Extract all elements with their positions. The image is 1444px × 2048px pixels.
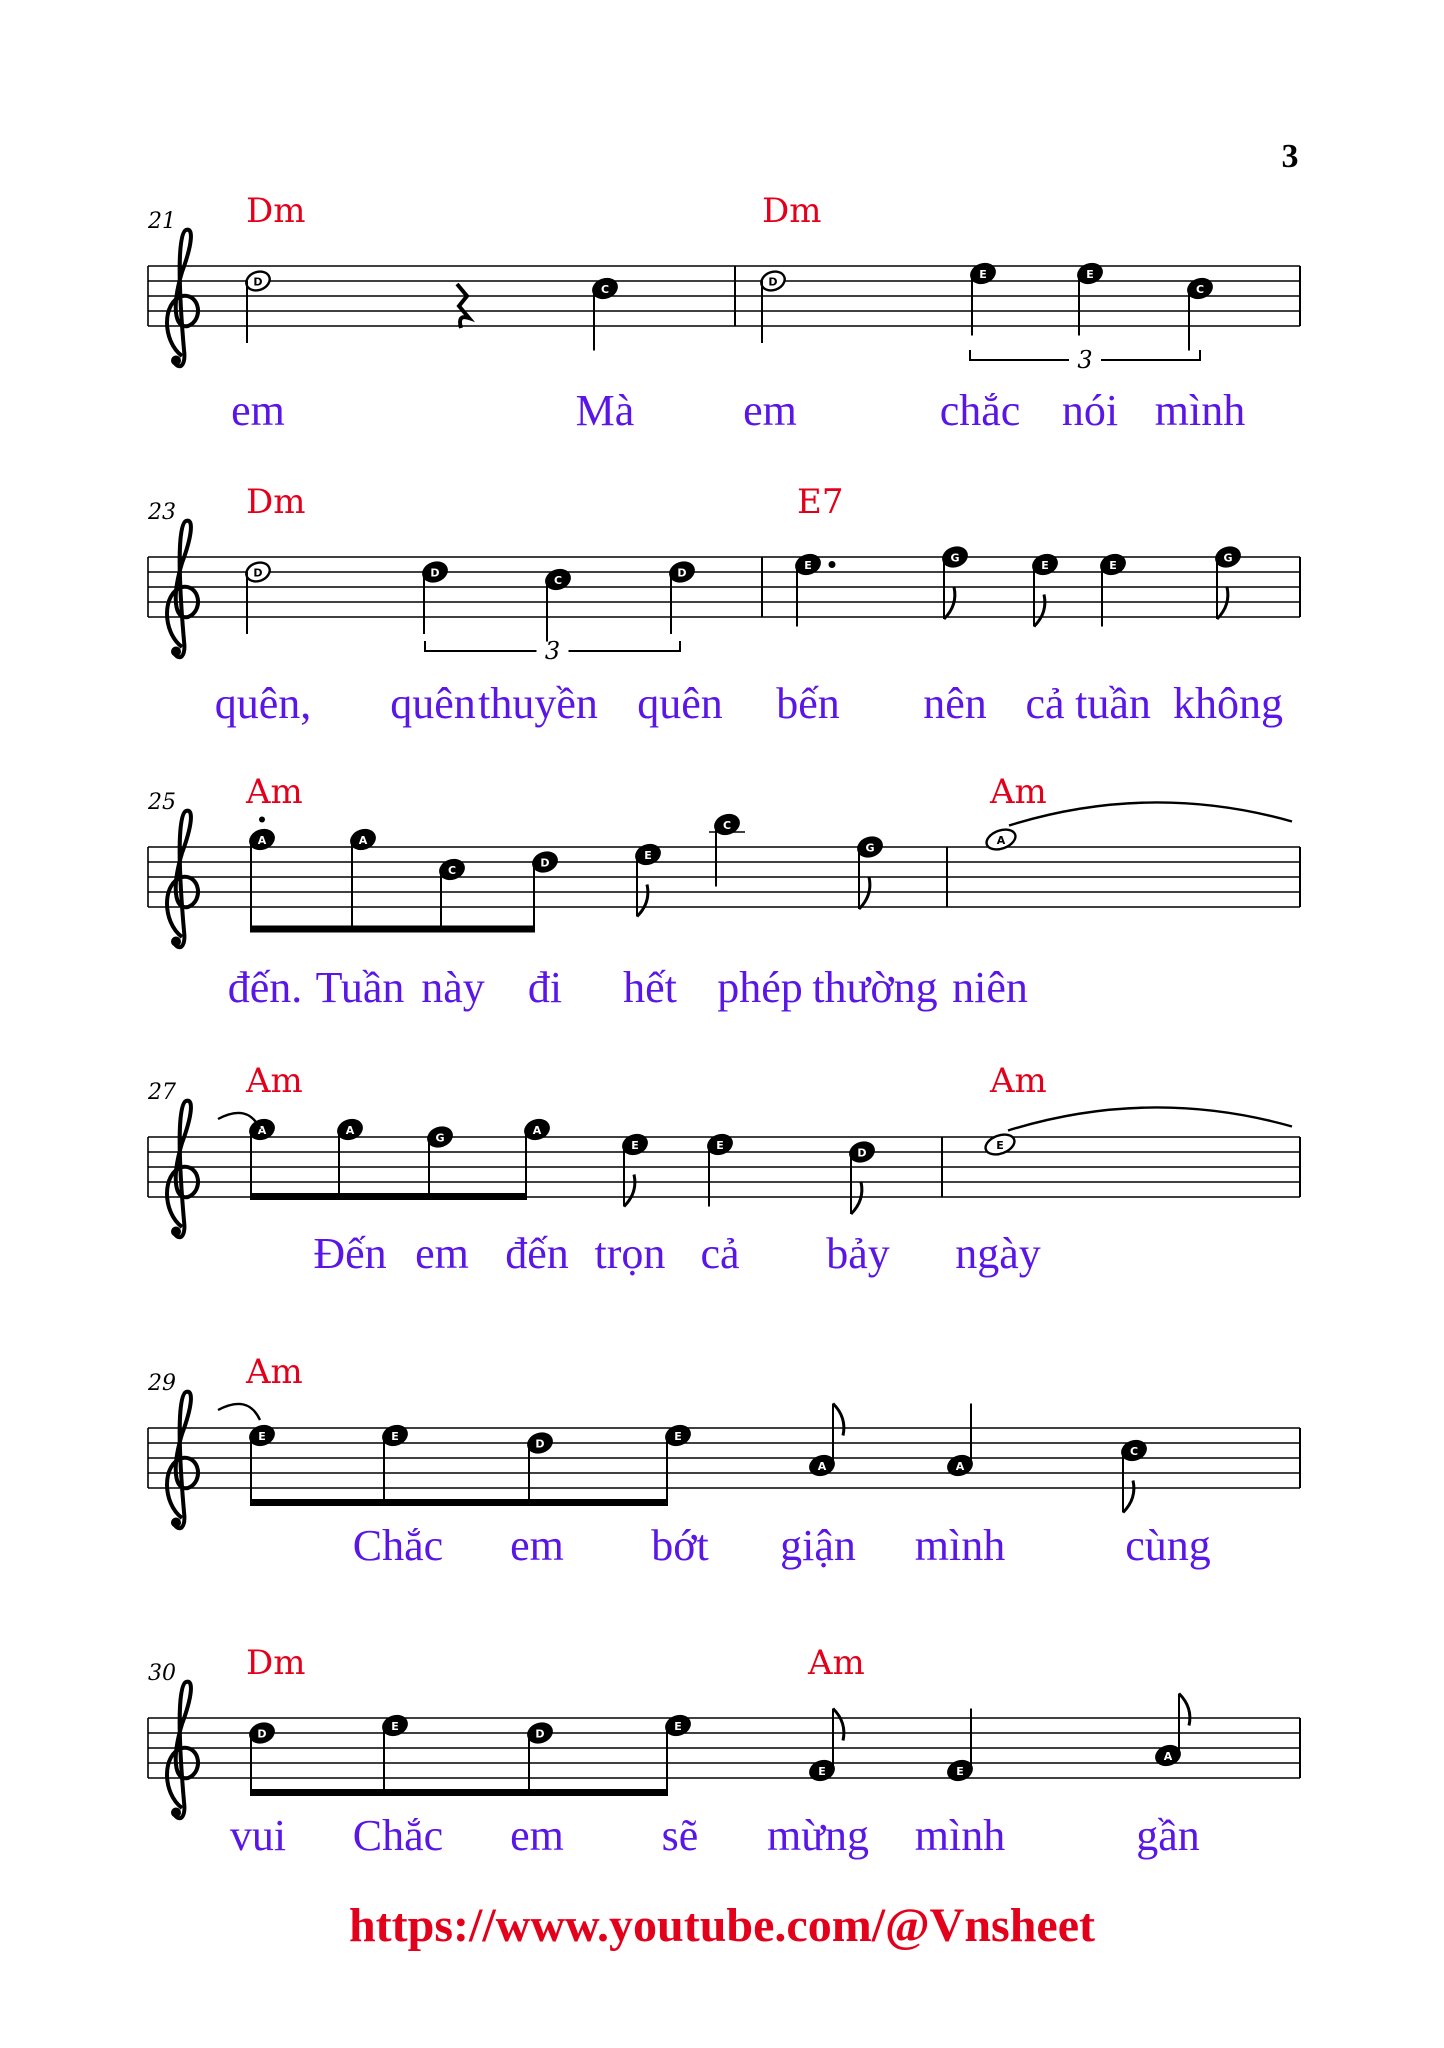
chord-symbol: Dm xyxy=(246,1643,306,1683)
note-name-label: G xyxy=(435,1131,445,1145)
note-name-label: E xyxy=(391,1720,399,1733)
note-name-label: E xyxy=(391,1430,399,1443)
measure-number: 25 xyxy=(148,790,176,815)
augmentation-dot xyxy=(829,561,836,568)
note-name-label: C xyxy=(1129,1445,1139,1458)
lyric-syllable: bớt xyxy=(651,1521,709,1570)
note-name-label: A xyxy=(1163,1750,1173,1763)
tuplet-number: 3 xyxy=(1077,346,1093,374)
note-name-label: D xyxy=(677,566,687,580)
note-name-label: A xyxy=(257,834,267,847)
note-name-label: E xyxy=(804,559,812,572)
note-name-label: E xyxy=(674,1430,682,1443)
lyric-syllable: đến xyxy=(505,1229,569,1278)
note-name-label: E xyxy=(1086,268,1094,281)
treble-clef-icon xyxy=(167,1392,198,1529)
lyric-syllable: vui xyxy=(229,1811,287,1860)
lyric-syllable: không xyxy=(1173,679,1283,728)
note-name-label: E xyxy=(979,268,987,281)
lyric-syllable: mình xyxy=(914,1811,1006,1860)
note-name-label: D xyxy=(857,1146,867,1160)
note-name-label: D xyxy=(257,1727,267,1741)
treble-clef-dot xyxy=(171,647,181,657)
lyric-syllable: mình xyxy=(914,1521,1006,1570)
lyric-syllable: nói xyxy=(1061,386,1119,435)
treble-clef-icon xyxy=(167,1101,198,1238)
note-name-label: A xyxy=(955,1460,965,1473)
chord-symbol: Dm xyxy=(246,191,306,231)
treble-clef-icon xyxy=(167,1682,198,1819)
treble-clef-dot xyxy=(171,1808,181,1818)
eighth-flag xyxy=(1217,587,1228,619)
eighth-flag xyxy=(859,877,870,909)
note-name-label: E xyxy=(674,1720,682,1733)
page-number: 3 xyxy=(1281,138,1299,175)
lyric-syllable: bảy xyxy=(826,1229,890,1278)
note-name-label: E xyxy=(631,1139,639,1152)
note-name-label: E xyxy=(1109,559,1117,572)
staff-system-23 xyxy=(147,482,1300,728)
note-name-label: A xyxy=(532,1124,542,1137)
note-name-label: E xyxy=(258,1430,266,1443)
measure-number: 23 xyxy=(148,500,176,525)
note-name-label: D xyxy=(430,566,440,580)
lyric-syllable: bến xyxy=(776,679,840,728)
eighth-flag xyxy=(851,1182,862,1214)
lyric-syllable: nên xyxy=(923,679,987,728)
tie-slur xyxy=(1009,802,1292,825)
note-name-label: E xyxy=(1041,559,1049,572)
staff-system-29 xyxy=(147,1352,1300,1570)
chord-symbol: Am xyxy=(990,772,1047,812)
staff-system-25 xyxy=(147,772,1300,1012)
note-name-label: C xyxy=(722,819,732,832)
lyric-syllable: cả xyxy=(1025,679,1065,728)
eighth-flag xyxy=(833,1404,844,1436)
measure-number: 29 xyxy=(148,1371,176,1396)
lyric-syllable: trọn xyxy=(594,1229,666,1278)
note-name-label: G xyxy=(1223,551,1233,565)
lyric-syllable: quên xyxy=(637,679,723,728)
eighth-flag xyxy=(1123,1481,1134,1513)
note-name-label: D xyxy=(253,566,263,580)
treble-clef-dot xyxy=(171,356,181,366)
lyric-syllable: Chắc xyxy=(352,1811,444,1860)
treble-clef-dot xyxy=(171,1518,181,1528)
lyric-syllable: đến. xyxy=(227,963,303,1012)
lyric-syllable: quên, xyxy=(214,679,312,728)
note-beam xyxy=(250,1789,668,1796)
treble-clef-icon xyxy=(167,521,198,658)
quarter-rest-icon xyxy=(457,284,469,328)
treble-clef-icon xyxy=(167,811,198,948)
eighth-flag xyxy=(624,1175,635,1207)
chord-symbol: Am xyxy=(246,1352,303,1392)
treble-clef-dot xyxy=(171,937,181,947)
note-name-label: E xyxy=(818,1765,826,1778)
lyric-syllable: em xyxy=(231,386,285,435)
chord-symbol: Dm xyxy=(246,482,306,522)
staff-system-30 xyxy=(148,1643,1300,1860)
note-name-label: A xyxy=(817,1460,827,1473)
eighth-flag xyxy=(1179,1694,1190,1726)
note-name-label: A xyxy=(996,834,1006,847)
lyric-syllable: quên xyxy=(390,679,476,728)
lyric-syllable: hết xyxy=(623,963,677,1012)
note-name-label: D xyxy=(253,275,263,289)
measure-number: 27 xyxy=(148,1080,176,1105)
note-name-label: C xyxy=(1195,283,1205,296)
eighth-flag xyxy=(833,1709,844,1741)
lyric-syllable: này xyxy=(421,963,485,1012)
note-name-label: A xyxy=(345,1124,355,1137)
lyric-syllable: Tuần xyxy=(315,963,405,1012)
chord-symbol: Am xyxy=(808,1643,865,1683)
lyric-syllable: niên xyxy=(952,963,1028,1012)
chord-symbol: Am xyxy=(246,772,303,812)
tuplet-number: 3 xyxy=(544,637,561,665)
chord-symbol: Am xyxy=(990,1061,1047,1101)
lyric-syllable: mình xyxy=(1154,386,1246,435)
chord-symbol: Am xyxy=(246,1061,303,1101)
note-name-label: C xyxy=(447,864,457,877)
lyric-syllable: phép xyxy=(717,963,803,1012)
tie-slur xyxy=(1008,1107,1292,1130)
note-name-label: D xyxy=(768,275,778,289)
eighth-flag xyxy=(637,885,648,917)
lyric-syllable: thuyền xyxy=(478,679,598,728)
lyric-syllable: cả xyxy=(700,1229,740,1278)
lyric-syllable: tuần xyxy=(1075,679,1151,728)
note-name-label: E xyxy=(956,1765,964,1778)
lyric-syllable: em xyxy=(743,386,797,435)
lyric-syllable: em xyxy=(415,1229,469,1278)
note-name-label: D xyxy=(540,856,550,870)
note-beam xyxy=(250,1193,527,1200)
chord-symbol: E7 xyxy=(797,482,844,522)
eighth-flag xyxy=(1034,595,1045,627)
lyric-syllable: Đến xyxy=(313,1229,387,1278)
lyric-syllable: ngày xyxy=(955,1229,1041,1278)
lyric-syllable: em xyxy=(510,1521,564,1570)
note-name-label: G xyxy=(865,841,875,855)
treble-clef-icon xyxy=(167,230,198,367)
lyric-syllable: Chắc xyxy=(352,1521,444,1570)
treble-clef-dot xyxy=(171,1227,181,1237)
measure-number: 30 xyxy=(148,1661,176,1686)
note-beam xyxy=(250,926,535,933)
note-name-label: A xyxy=(257,1124,267,1137)
lyric-syllable: cùng xyxy=(1125,1521,1211,1570)
lyric-syllable: gần xyxy=(1136,1811,1200,1860)
youtube-channel-link[interactable]: https://www.youtube.com/@Vnsheet xyxy=(348,1899,1095,1952)
tie-continuation xyxy=(218,1404,260,1420)
note-name-label: A xyxy=(358,834,368,847)
chord-symbol: Dm xyxy=(762,191,822,231)
note-name-label: G xyxy=(950,551,960,565)
lyric-syllable: Mà xyxy=(575,386,635,435)
note-name-label: C xyxy=(600,283,610,296)
note-name-label: E xyxy=(644,849,652,862)
note-name-label: D xyxy=(535,1437,545,1451)
lyric-syllable: chắc xyxy=(939,386,1021,435)
staff-system-21 xyxy=(147,191,1300,435)
lyric-syllable: đi xyxy=(527,963,563,1012)
note-name-label: C xyxy=(553,574,563,587)
note-name-label: E xyxy=(716,1139,724,1152)
staff-system-27 xyxy=(147,1061,1300,1278)
lyric-syllable: sẽ xyxy=(661,1811,699,1860)
eighth-flag xyxy=(944,587,955,619)
lyric-syllable: thường xyxy=(812,963,938,1012)
staccato-dot xyxy=(259,817,265,823)
measure-number: 21 xyxy=(148,209,176,234)
lyric-syllable: em xyxy=(510,1811,564,1860)
note-name-label: E xyxy=(996,1139,1004,1152)
lyric-syllable: giận xyxy=(780,1521,856,1570)
note-beam xyxy=(250,1499,668,1506)
note-name-label: D xyxy=(535,1727,545,1741)
lyric-syllable: mừng xyxy=(766,1811,870,1860)
